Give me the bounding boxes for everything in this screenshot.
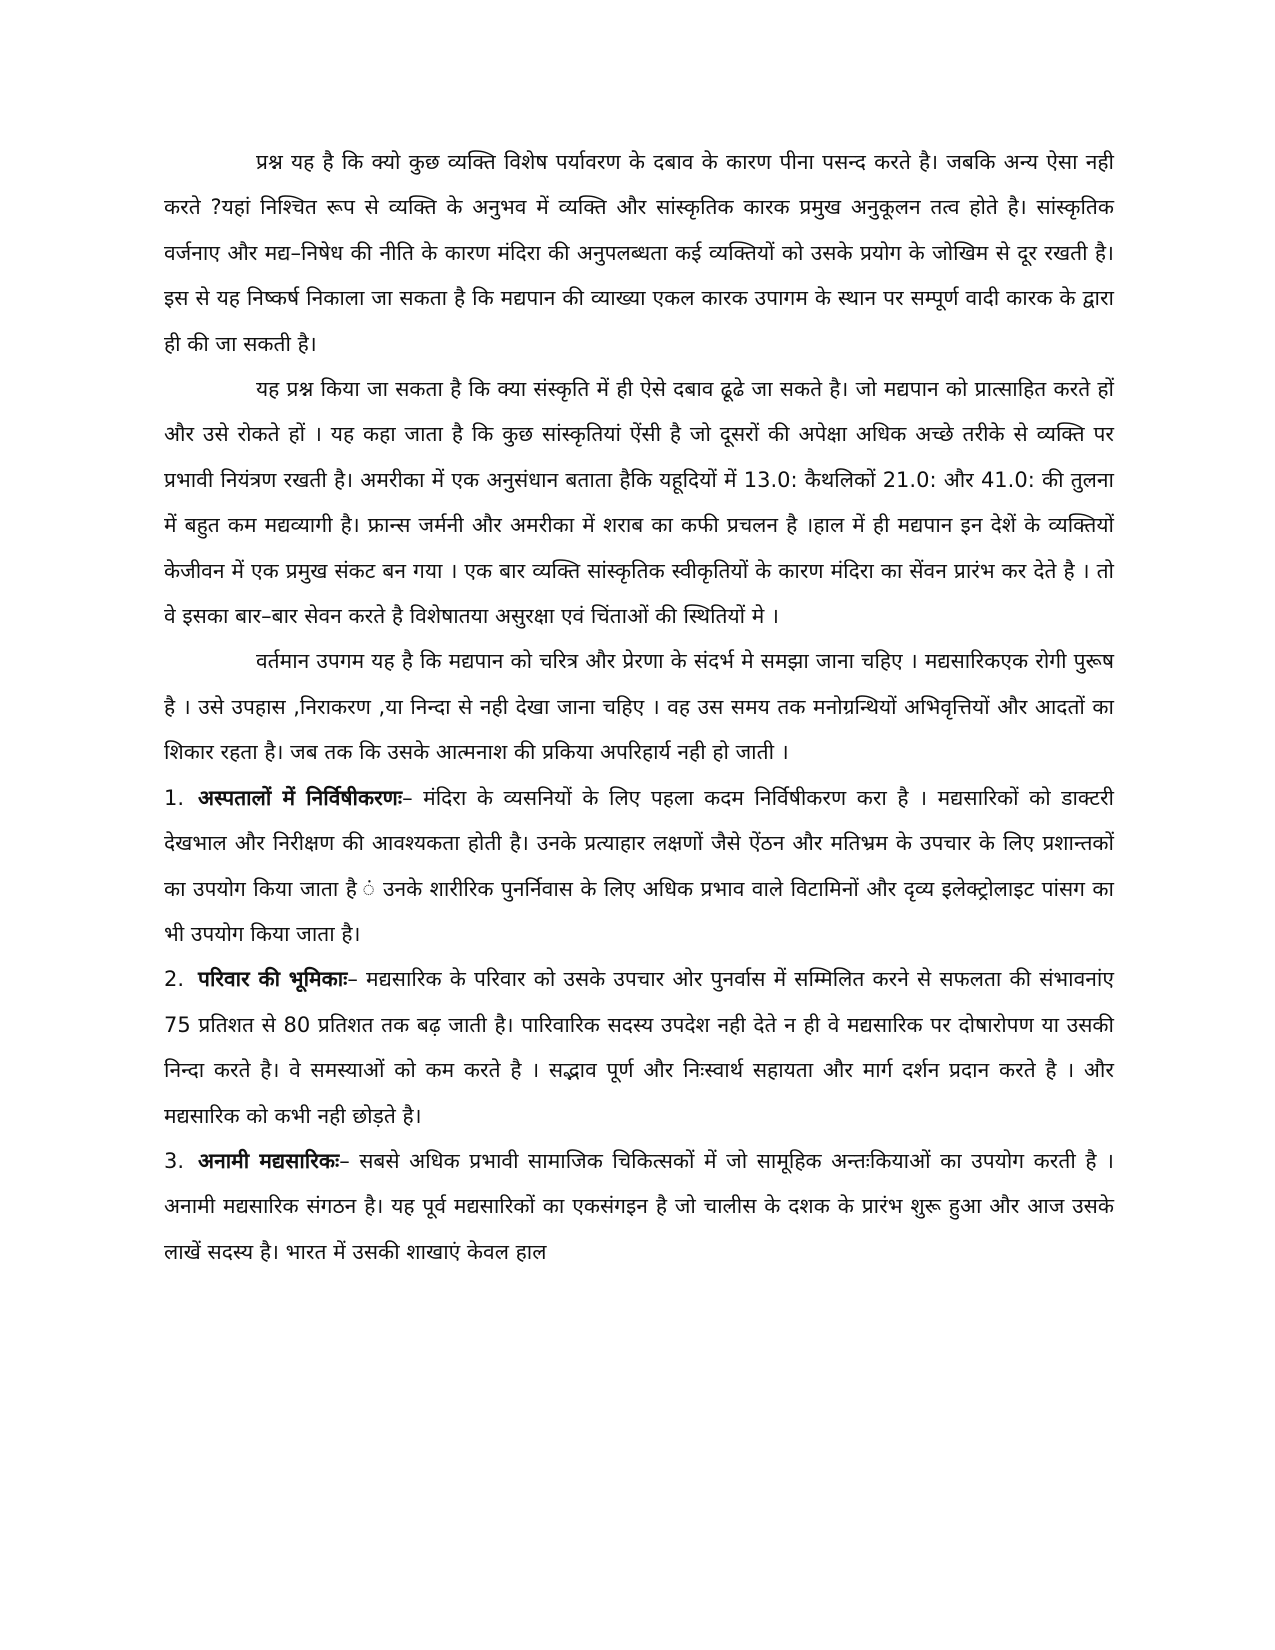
list-item-heading: अस्पतालों में निर्विषीकरणः	[198, 785, 403, 810]
document-body	[164, 140, 1114, 1275]
list-item-heading: परिवार की भूमिकाः	[198, 967, 348, 992]
list-item-alcoholics-anonymous	[164, 1139, 1114, 1275]
list-item-number: 2.	[164, 967, 185, 992]
list-item-text: – मद्यसारिक के परिवार को उसके उपचार ओर पुनर्वास में सम्मिलित करने से सफलता की संभावनांए 75 प्रतिशत से 80 प्रतिशत तक बढ़ जाती है। पारिवारिक सदस्य उपदेश नही देते न ही वे मद्यसारिक पर दोषारोपण या उसकी निन्दा करते है। वे समस्याओं को कम करते है । सद्भाव पूर्ण और निःस्वार्थ सहायता और मार्ग दर्शन प्रदान करते है । और मद्यसारिक को कभी नही छोड़ते है।	[164, 967, 1114, 1128]
list-item-family-role	[164, 957, 1114, 1139]
list-item-number: 1.	[164, 785, 185, 810]
list-item-hospital-detox	[164, 776, 1114, 958]
list-item-heading: अनामी मद्यसारिकः	[198, 1148, 340, 1173]
list-item-text: – मंदिरा के व्यसनियों के लिए पहला कदम निर्विषीकरण करा है । मद्यसारिकों को डाक्टरी देखभाल और निरीक्षण की आवश्यकता होती है। उनके प्रत्याहार लक्षणों जैसे ऐंठन और मतिभ्रम के उपचार के लिए प्रशान्तकों का उपयोग किया जाता है ं उनके शारीरिक पुनर्निवास के लिए अधिक प्रभाव वाले विटामिनों और दृव्य इलेक्ट्रोलाइट पांसग का भी उपयोग किया जाता है।	[164, 785, 1114, 946]
list-item-number: 3.	[164, 1148, 185, 1173]
paragraph-1: प्रश्न यह है कि क्यो कुछ व्यक्ति विशेष पर्यावरण के दबाव के कारण पीना पसन्द करते है। जबकि अन्य ऐसा नही करते ?यहां निश्चित रूप से व्यक्ति के अनुभव में व्यक्ति और सांस्कृतिक कारक प्रमुख अनुकूलन तत्व होते है। सांस्कृतिक वर्जनाए और मद्य–निषेध की नीति के कारण मंदिरा की अनुपलब्धता कई व्यक्तियों को उसके प्रयोग के जोखिम से दूर रखती है। इस से यह निष्कर्ष निकाला जा सकता है कि मद्यपान की व्याख्या एकल कारक उपागम के स्थान पर सम्पूर्ण वादी कारक के द्वारा ही की जा सकती है।	[164, 150, 1114, 356]
paragraph-2: यह प्रश्न किया जा सकता है कि क्या संस्कृति में ही ऐसे दबाव ढूढे जा सकते है। जो मद्यपान को प्रात्साहित करते हों और उसे रोकते हों । यह कहा जाता है कि कुछ सांस्कृतियां ऐंसी है जो दूसरों की अपेक्षा अधिक अच्छे तरीके से व्यक्ति पर प्रभावी नियंत्रण रखती है। अमरीका में एक अनुसंधान बताता हैकि यहूदियों में 13.0: कैथलिकों 21.0: और 41.0: की तुलना में बहुत कम मद्यव्यागी है। फ्रान्स जर्मनी और अमरीका में शराब का कफी प्रचलन है ।हाल में ही मद्यपान इन देशें के व्यक्तियों केजीवन में एक प्रमुख संकट बन गया । एक बार व्यक्ति सांस्कृतिक स्वीकृतियों के कारण मंदिरा का सेंवन प्रारंभ कर देते है । तो वे इसका बार–बार सेवन करते है विशेषातया असुरक्षा एवं चिंताओं की स्थितियों मे ।	[164, 377, 1114, 629]
paragraph-3: वर्तमान उपगम यह है कि मद्यपान को चरित्र और प्रेरणा के संदर्भ मे समझा जाना चहिए । मद्यसारिकएक रोगी पुरूष है । उसे उपहास ,निराकरण ,या निन्दा से नही देखा जाना चहिए । वह उस समय तक मनोग्रन्थियों अभिवृत्तियों और आदतों का शिकार रहता है। जब तक कि उसके आत्मनाश की प्रकिया अपरिहार्य नही हो जाती ।	[164, 649, 1114, 765]
list-item-text: – सबसे अधिक प्रभावी सामाजिक चिकित्सकों में जो सामूहिक अन्तःकियाओं का उपयोग करती है । अनामी मद्यसारिक संगठन है। यह पूर्व मद्यसारिकों का एकसंगइन है जो चालीस के दशक के प्रारंभ शुरू हुआ और आज उसके लाखें सदस्य है। भारत में उसकी शाखाएं केवल हाल	[164, 1148, 1114, 1264]
